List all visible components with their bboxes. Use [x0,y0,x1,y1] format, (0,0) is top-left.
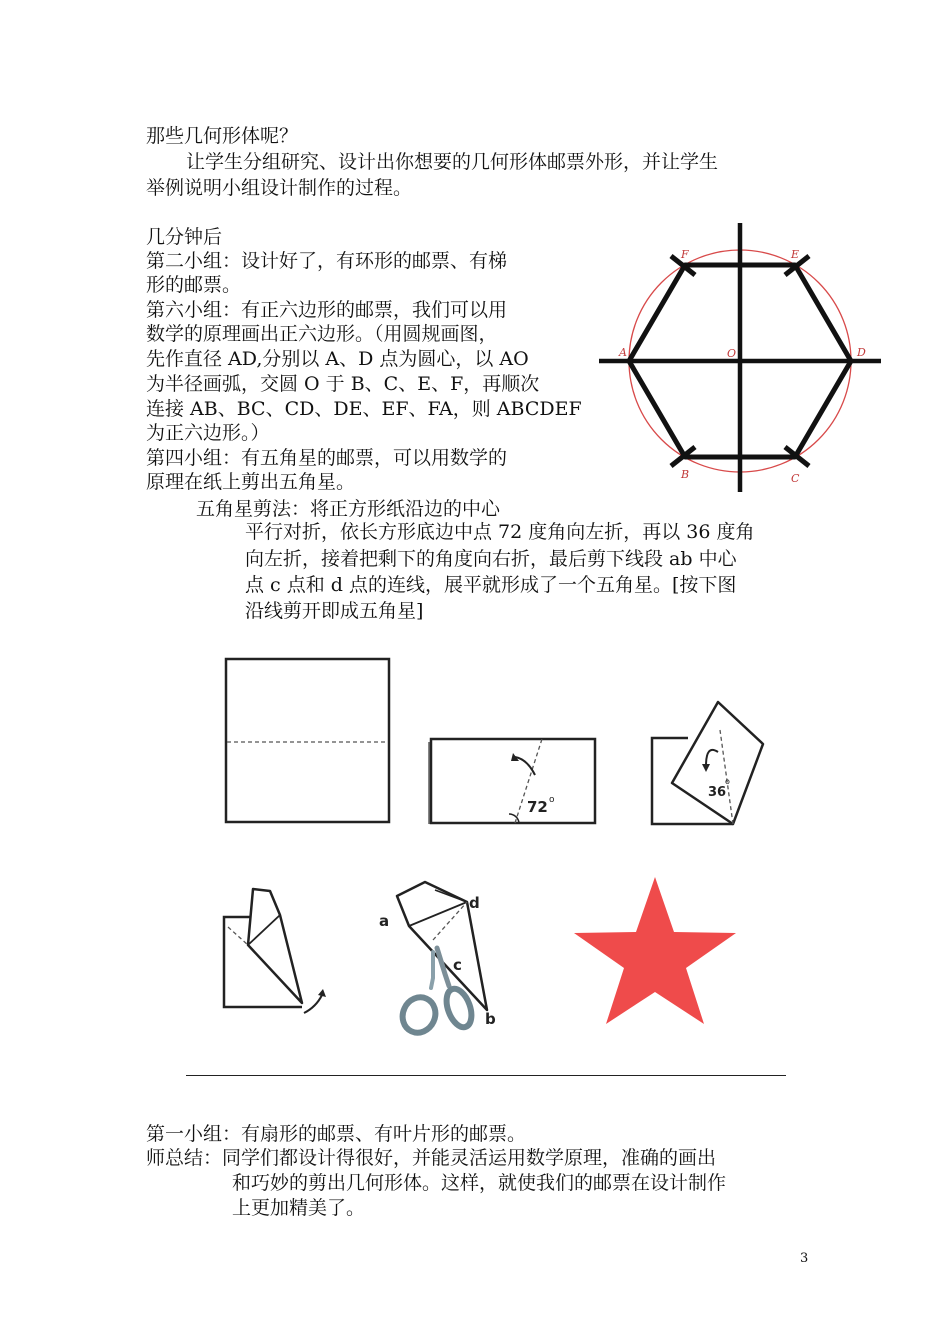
text-line-4: 几分钟后 [146,226,223,248]
label-o: O [727,347,737,360]
text-line-15: 五角星剪法：将正方形纸沿边的中心 [196,498,501,520]
text-line-17: 向左折，接着把剩下的角度向右折，最后剪下线段 ab 中心 [245,548,737,570]
text-line-19: 沿线剪开即成五角星] [245,600,424,622]
fold-step-1-square [224,657,392,825]
fold-step-2-rectangle [427,737,599,829]
label-a: A [619,346,627,359]
angle-72-label: 72 [527,798,548,816]
point-d-label: d [469,894,480,912]
text-line-10: 为半径画弧，交圆 O 于 B、C、E、F，再顺次 [146,373,540,395]
point-b-label: b [485,1010,496,1028]
text-line-11: 连接 AB、BC、CD、DE、EF、FA，则 ABCDEF [146,398,582,420]
text-line-3: 举例说明小组设计制作的过程。 [146,177,413,199]
text-line-5: 第二小组：设计好了，有环形的邮票、有梯 [146,250,508,272]
fold-step-3-folded [648,700,768,830]
divider-line [186,1075,786,1076]
text-line-16: 平行对折，依长方形底边中点 72 度角向左折，再以 36 度角 [245,521,755,543]
fold-step-5-cut [375,880,515,1040]
angle-36-label: 36 [708,785,727,800]
label-d: D [857,346,866,359]
label-f: F [681,248,689,261]
text-line-20: 第一小组：有扇形的邮票、有叶片形的邮票。 [146,1123,527,1145]
text-line-9: 先作直径 AD,分别以 A、D 点为圆心，以 AO [146,348,529,370]
red-star-result [570,875,740,1025]
text-line-1: 那些几何形体呢？ [146,125,299,147]
text-line-8: 数学的原理画出正六边形。（用圆规画图， [146,323,498,345]
label-e: E [791,248,800,261]
label-b: B [681,468,690,481]
text-line-23: 上更加精美了。 [232,1197,366,1219]
text-line-14: 原理在纸上剪出五角星。 [146,471,356,493]
point-a-label: a [379,912,390,930]
star-shape [574,877,736,1024]
hexagon-construction-figure [595,220,885,495]
text-line-18: 点 c 点和 d 点的连线，展平就形成了一个五角星。[按下图 [245,574,737,596]
angle-72-unit: o [549,795,555,805]
fold-step-4-folded [220,885,355,1025]
text-line-12: 为正六边形。） [146,422,270,444]
text-line-7: 第六小组：有正六边形的邮票，我们可以用 [146,299,508,321]
text-line-22: 和巧妙的剪出几何形体。这样，就使我们的邮票在设计制作 [232,1172,727,1194]
text-line-13: 第四小组：有五角星的邮票，可以用数学的 [146,447,508,469]
page-number: 3 [800,1251,809,1266]
text-line-6: 形的邮票。 [146,274,242,296]
angle-36-unit: o [725,777,730,786]
text-line-21: 师总结：同学们都设计得很好，并能灵活运用数学原理，准确的画出 [146,1147,717,1169]
point-c-label: c [453,956,462,974]
text-line-2: 让学生分组研究、设计出你想要的几何形体邮票外形，并让学生 [186,151,719,173]
label-c: C [791,472,800,485]
